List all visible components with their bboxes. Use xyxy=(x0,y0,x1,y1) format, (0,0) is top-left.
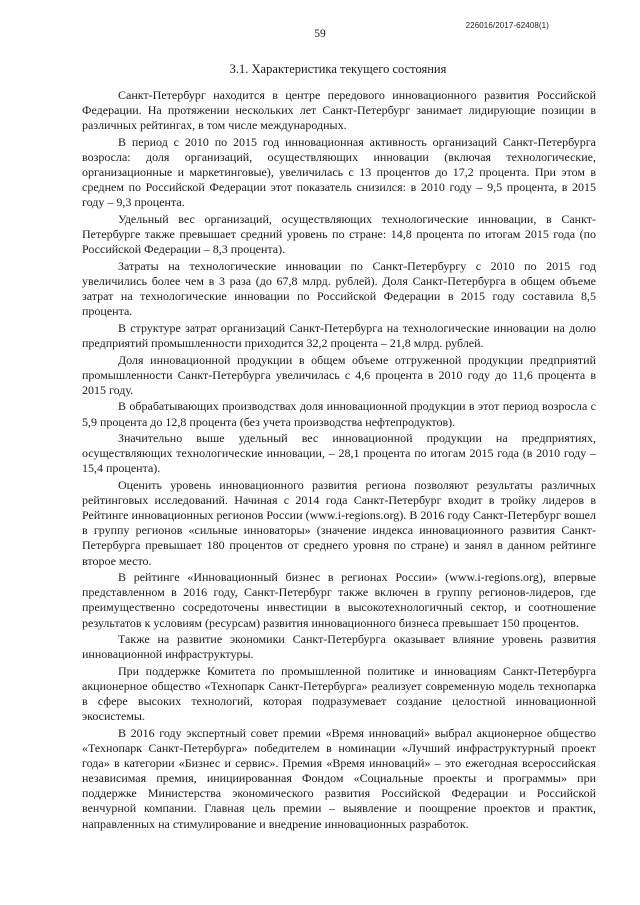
paragraph-1: Санкт-Петербург находится в центре передового инновационного развития Российской Федерации. На протяжении нескольких лет Санкт-Петербург занимает лидирующие позиции в различных рейтингах, в том числе международных. xyxy=(82,88,596,133)
paragraph-7: В обрабатывающих производствах доля инновационной продукции в этот период возросла с 5,9 процента до 12,8 процента (без учета производства нефтепродуктов). xyxy=(82,399,596,429)
paragraph-10: В рейтинге «Инновационный бизнес в регионах России» (www.i-regions.org), впервые представленном в 2016 году, Санкт-Петербург также включен в группу регионов-лидеров, где преимущественно сосредоточены инвестиции в высокотехнологичный сектор, и соотношение результатов к условиям (ресурсам) развития инновационного бизнеса превышает 150 процентов. xyxy=(82,570,596,630)
section-title: 3.1. Характеристика текущего состояния xyxy=(229,62,447,76)
paragraph-11: Также на развитие экономики Санкт-Петербурга оказывает влияние уровень развития инновационной инфраструктуры. xyxy=(82,632,596,662)
paragraph-9: Оценить уровень инновационного развития региона позволяют результаты различных рейтинговых исследований. Начиная с 2014 года Санкт-Петербург входит в тройку лидеров в Рейтинге инновационных регионов России (www.i-regions.org). В 2016 году Санкт-Петербург вошел в группу регионов «сильные инноваторы» (значение индекса инновационного развития Санкт-Петербурга превышает 180 процентов от среднего уровня по стране) и занял в данном рейтинге второе место. xyxy=(82,478,596,568)
paragraph-8: Значительно выше удельный вес инновационной продукции на предприятиях, осуществляющих технологические инновации, – 28,1 процента по итогам 2015 года (в 2010 году – 15,4 процента). xyxy=(82,431,596,476)
paragraph-5: В структуре затрат организаций Санкт-Петербурга на технологические инновации на долю предприятий промышленности приходится 32,2 процента – 21,8 млрд. рублей. xyxy=(82,320,596,350)
paragraph-6: Доля инновационной продукции в общем объеме отгруженной продукции предприятий промышленности Санкт-Петербурга увеличилась с 4,6 процента в 2010 году до 11,6 процента в 2015 году. xyxy=(82,352,596,397)
paragraph-2: В период с 2010 по 2015 год инновационная активность организаций Санкт-Петербурга возросла: доля организаций, осуществляющих инновации (включая технологические, организационные и маркетинговые), увеличилась с 13 процентов до 17,2 процента. При этом в среднем по Российской Федерации этот показатель снизился: в 2010 году – 9,5 процента, в 2015 году – 9,3 процента. xyxy=(82,134,596,210)
paragraph-3: Удельный вес организаций, осуществляющих технологические инновации, в Санкт-Петербурге также превышает средний уровень по стране: 14,8 процента по итогам 2015 года (по Российской Федерации – 8,3 процента). xyxy=(82,211,596,257)
paragraph-12: При поддержке Комитета по промышленной политике и инновациям Санкт-Петербурга акционерное общество «Технопарк Санкт-Петербурга» реализует современную модель технопарка в сфере высоких технологий, которая подразумевает создание целостной инновационной экосистемы. xyxy=(82,664,596,724)
body-text xyxy=(82,88,596,833)
paragraph-13: В 2016 году экспертный совет премии «Время инноваций» выбрал акционерное общество «Технопарк Санкт-Петербурга» победителем в номинации «Лучший инфраструктурный проект года» в категории «Бизнес и сервис». Премия «Время инноваций» – это ежегодная всероссийская независимая премия, инициированная Фондом «Социальные проекты и программы» при поддержке Министерства экономического развития Российской Федерации и Российской венчурной компании. Главная цель премии – выявление и поощрение проектов и практик, направленных на стимулирование и внедрение инновационных разработок. xyxy=(82,725,596,831)
paragraph-4: Затраты на технологические инновации по Санкт-Петербургу с 2010 по 2015 год увеличились более чем в 3 раза (до 67,8 млрд. рублей). Доля Санкт-Петербурга в общем объеме затрат на технологические инновации по Российской Федерации в 2015 году составила 8,5 процента. xyxy=(82,258,596,319)
document-id: 226016/2017-62408(1) xyxy=(465,21,549,30)
page-number: 59 xyxy=(314,28,326,40)
